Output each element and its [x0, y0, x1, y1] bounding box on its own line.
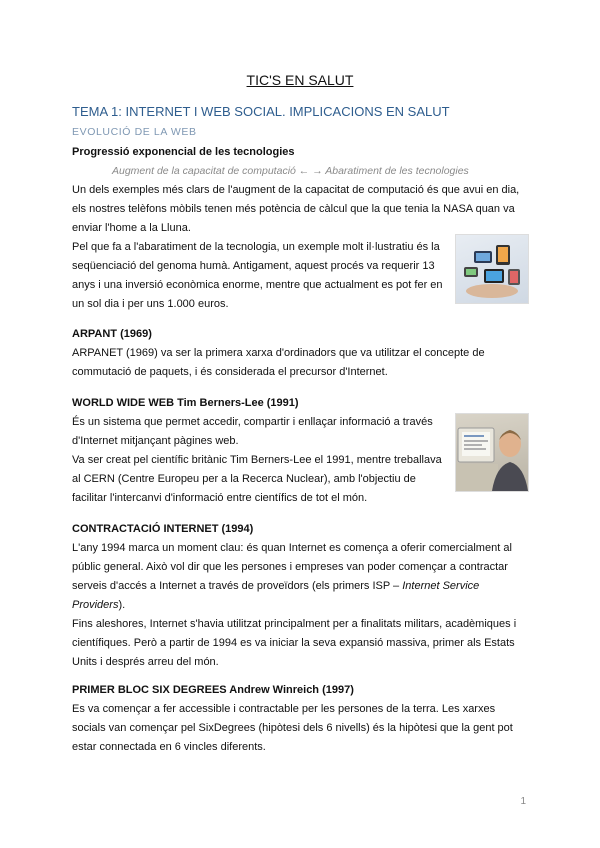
- paragraph-line: Es va començar a fer accessible i contractable per les persones de la terra. Les xarxes: [72, 703, 496, 715]
- paragraph-line: ARPANET (1969) va ser la primera xarxa d'ordinadors que va utilitzar el concepte de: [72, 347, 485, 359]
- paragraph-line: Units i després arreu del món.: [72, 656, 219, 668]
- paragraph-line: commutació de paquets, i és considerada el precursor d'Internet.: [72, 366, 388, 378]
- section-heading-www: WORLD WIDE WEB Tim Berners-Lee (1991): [72, 397, 299, 409]
- paragraph-line: Un dels exemples més clars de l'augment de la capacitat de computació és que avui en dia,: [72, 184, 520, 196]
- paragraph-line: facilitar l'intercanvi d'informació entre científics de tot el món.: [72, 492, 368, 504]
- paragraph-line: científiques. Però a partir de 1994 es va iniciar la seva expansió massiva, primer als Estats: [72, 637, 515, 649]
- paragraph-line: L'any 1994 marca un moment clau: és quan Internet es comença a oferir comercialment al: [72, 542, 512, 554]
- paragraph-line: Fins aleshores, Internet s'havia utilitzat principalment per a finalitats militars, acadèmiques i: [72, 618, 517, 630]
- paragraph-line: Pel que fa a l'abaratiment de la tecnologia, un exemple molt il·lustratiu és la: [72, 241, 440, 253]
- paragraph-text: ).: [118, 599, 126, 611]
- paragraph-line: públic general. Això vol dir que les persones i empreses van poder començar a contractar: [72, 561, 508, 573]
- paragraph-line: estar connectada en 6 vincles diferents.: [72, 741, 266, 753]
- devices-hand-image: [455, 234, 529, 304]
- paragraph-line: anys i una inversió econòmica enorme, mentre que actualment es pot fer en: [72, 279, 443, 291]
- paragraph-text: serveis d'accés a Internet a través de proveïdors (els primers ISP –: [72, 580, 400, 592]
- topic-heading: TEMA 1: INTERNET I WEB SOCIAL. IMPLICACIONS EN SALUT: [72, 104, 450, 119]
- section-heading-progressio: Progressió exponencial de les tecnologies: [72, 146, 295, 158]
- paragraph-line: al CERN (Centre Europeu per a la Recerca Nuclear), amb l'objectiu de: [72, 473, 416, 485]
- paragraph-line: [72, 596, 526, 615]
- formula-line: Augment de la capacitat de computació ← → Abaratiment de les tecnologies: [112, 165, 469, 177]
- paragraph-italic-text: Providers: [72, 599, 119, 611]
- section-heading-arpanet: ARPANT (1969): [72, 328, 152, 340]
- paragraph-line: socials van començar pel SixDegrees (hipòtesi dels 6 nivells) és la hipòtesi que la gent pot: [72, 722, 513, 734]
- paragraph-line: Va ser creat pel científic britànic Tim Berners-Lee el 1991, mentre treballava: [72, 454, 442, 466]
- paragraph-line: un sol dia i per uns 1.000 euros.: [72, 298, 229, 310]
- paragraph-line: seqüenciació del genoma humà. Antigament, aquest procés va requerir 13: [72, 260, 435, 272]
- paragraph-line: d'Internet mitjançant pàgines web.: [72, 435, 239, 447]
- subtopic-heading: EVOLUCIÓ DE LA WEB: [72, 126, 197, 138]
- section-heading-sixdegrees: PRIMER BLOC SIX DEGREES Andrew Winreich (1997): [72, 684, 354, 696]
- paragraph-italic-text: Internet Service: [402, 580, 480, 592]
- paragraph-line: els nostres telèfons mòbils tenen més potència de càlcul que la que tenia la NASA quan va: [72, 203, 515, 215]
- page-number: 1: [520, 796, 526, 807]
- paragraph-line: És un sistema que permet accedir, compartir i enllaçar informació a través: [72, 416, 433, 428]
- section-heading-contractacio: CONTRACTACIÓ INTERNET (1994): [72, 523, 254, 535]
- paragraph-line: enviar l'home a la Lluna.: [72, 222, 191, 234]
- document-title: TIC'S EN SALUT: [246, 72, 354, 88]
- tim-berners-lee-photo: [455, 413, 529, 492]
- paragraph-line: [72, 577, 526, 596]
